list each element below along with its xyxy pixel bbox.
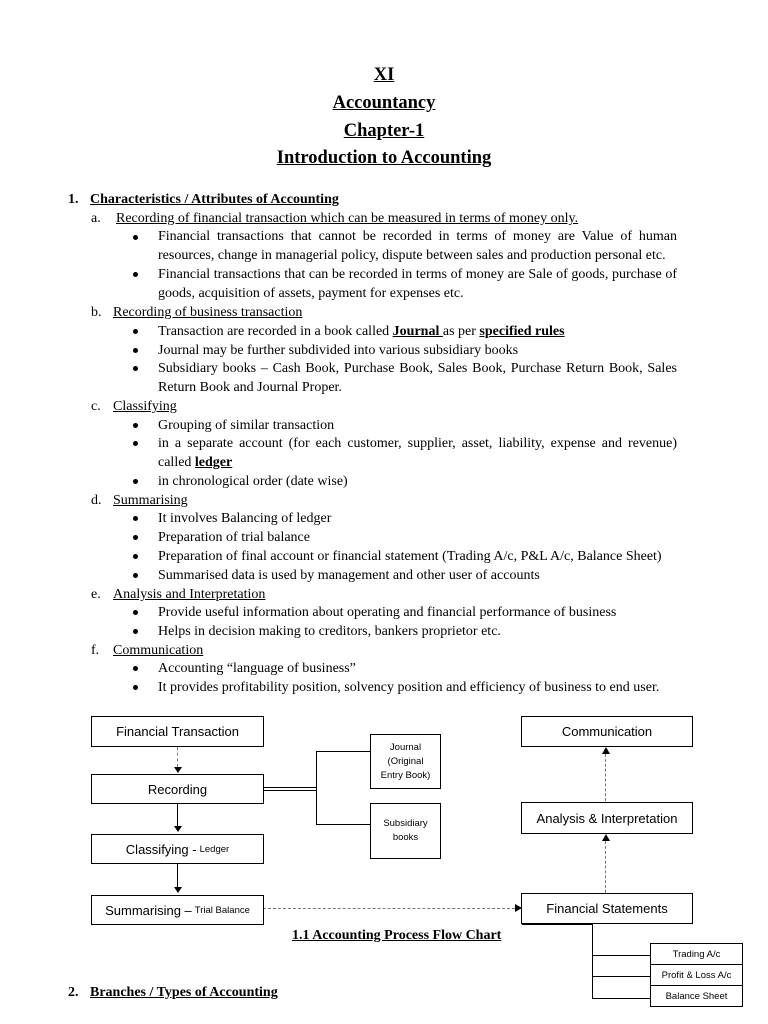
summarising-label: Summarising – <box>105 902 192 918</box>
connector-line <box>263 908 515 909</box>
summarising-sublabel: Trial Balance <box>194 904 250 916</box>
section-2-title: Branches / Types of Accounting <box>90 985 278 1000</box>
item-f-letter: f. <box>91 643 100 658</box>
item-c-bullet-2 <box>158 435 677 472</box>
financial-statements-box <box>521 893 693 924</box>
financial-statements-label: Financial Statements <box>546 901 668 916</box>
subsidiary-line-2: books <box>392 832 419 843</box>
bullet-dot <box>133 366 138 371</box>
bullet-dot <box>133 423 138 428</box>
journal-box <box>370 734 441 789</box>
connector-line <box>592 924 593 998</box>
connector-line <box>177 747 178 767</box>
balance-sheet-label: Balance Sheet <box>665 990 728 1002</box>
bullet-dot <box>133 235 138 240</box>
item-c-bullet-1: Grouping of similar transaction <box>158 418 335 433</box>
chapter-title: Introduction to Accounting <box>276 148 492 168</box>
connector-line <box>592 998 650 999</box>
item-b-bullet-1 <box>158 323 565 341</box>
bullet-dot <box>133 573 138 578</box>
profit-loss-label: Profit & Loss A/c <box>661 969 732 981</box>
connector-line <box>263 787 316 788</box>
profit-loss-box <box>650 964 743 986</box>
bullet-dot <box>133 610 138 615</box>
connector-line <box>592 976 650 977</box>
item-c-heading: Classifying <box>113 399 177 414</box>
item-d-bullet-2: Preparation of trial balance <box>158 530 310 545</box>
summarising-box <box>91 895 264 925</box>
item-b-letter: b. <box>91 305 102 320</box>
communication-label: Communication <box>561 724 653 739</box>
journal-term: Journal <box>392 324 443 339</box>
connector-line <box>177 804 178 826</box>
item-f-heading: Communication <box>113 643 204 658</box>
connector-line <box>592 955 650 956</box>
classifying-label: Classifying - <box>125 841 197 857</box>
trading-account-box <box>650 943 743 965</box>
ledger-term: ledger <box>194 454 233 470</box>
subject-title: Accountancy <box>332 93 436 113</box>
arrow-head <box>174 887 182 893</box>
bullet-dot <box>133 629 138 634</box>
arrow-head <box>174 767 182 773</box>
item-e-heading: Analysis and Interpretation <box>113 587 266 602</box>
bullet-dot <box>133 554 138 559</box>
connector-line <box>605 841 606 893</box>
connector-line <box>177 864 178 887</box>
specified-rules-term: specified rules <box>479 324 565 339</box>
item-b-heading: Recording of business transaction <box>113 305 303 320</box>
bullet-dot <box>133 348 138 353</box>
item-b-bullet-3: Subsidiary books – Cash Book, Purchase Book, Sales Book, Purchase Return Book, Sales Return Book and Journal Proper. <box>158 361 677 395</box>
item-a-letter: a. <box>91 211 101 226</box>
balance-sheet-box <box>650 985 743 1007</box>
item-b-bullet-2: Journal may be further subdivided into various subsidiary books <box>158 343 519 358</box>
bullet-dot <box>133 685 138 690</box>
section-1-title: Characteristics / Attributes of Accounting <box>90 192 339 207</box>
item-c-bullet-3: in chronological order (date wise) <box>158 474 348 489</box>
bullet-dot <box>133 535 138 540</box>
bullet-dot <box>133 516 138 521</box>
connector-line <box>263 790 316 791</box>
recording-label: Recording <box>147 781 208 797</box>
analysis-box <box>521 802 693 834</box>
financial-transaction-box <box>91 716 264 747</box>
subsidiary-line-1: Subsidiary <box>383 818 428 829</box>
arrow-head <box>602 747 610 754</box>
analysis-label: Analysis & Interpretation <box>536 810 678 826</box>
item-d-bullet-4: Summarised data is used by management and other user of accounts <box>158 568 540 583</box>
item-a-bullet-2: Financial transactions that can be recorded in terms of money are Sale of goods, purchase of goods, acquisition of assets, payment for expenses etc. <box>158 267 677 301</box>
connector-line <box>316 824 370 825</box>
item-d-bullet-1: It involves Balancing of ledger <box>158 511 332 526</box>
classifying-box <box>91 834 264 864</box>
connector-line <box>316 751 370 752</box>
flowchart-caption: 1.1 Accounting Process Flow Chart <box>292 928 502 943</box>
item-d-bullet-3: Preparation of final account or financial statement (Trading A/c, P&L A/c, Balance Sheet) <box>158 549 662 564</box>
subsidiary-books-box <box>370 803 441 859</box>
bullet-dot <box>133 272 138 277</box>
item-b-bullet-1-text: Transaction are recorded in a book called <box>158 324 393 339</box>
bullet-dot <box>133 479 138 484</box>
arrow-head <box>602 834 610 841</box>
communication-box <box>521 716 693 747</box>
section-1-number: 1. <box>68 192 79 207</box>
class-label: XI <box>373 65 395 85</box>
classifying-sublabel: Ledger <box>199 843 230 855</box>
journal-line-2: (Original <box>387 755 424 767</box>
bullet-dot <box>133 441 138 446</box>
connector-line <box>605 754 606 801</box>
financial-transaction-label: Financial Transaction <box>116 724 239 739</box>
connector-line <box>316 751 317 824</box>
recording-box <box>91 774 264 804</box>
bullet-dot <box>133 666 138 671</box>
item-a-heading: Recording of financial transaction which can be measured in terms of money only. <box>116 211 579 226</box>
item-c-bullet-2-text: in a separate account (for each customer, supplier, asset, liability, expense and revenue) called <box>158 436 677 470</box>
item-b-bullet-1-mid: as per <box>442 324 480 339</box>
item-d-heading: Summarising <box>113 493 188 508</box>
journal-line-3: Entry Book) <box>380 769 431 781</box>
journal-line-1: Journal <box>389 741 422 753</box>
item-a-bullet-1: Financial transactions that cannot be recorded in terms of money are Value of human resources, change in managerial policy, dispute between sales and production personal etc. <box>158 229 677 263</box>
item-e-letter: e. <box>91 587 101 602</box>
section-2-number: 2. <box>68 985 79 1000</box>
trading-account-label: Trading A/c <box>672 948 721 960</box>
item-f-bullet-2: It provides profitability position, solvency position and efficiency of business to end user. <box>158 680 660 695</box>
chapter-label: Chapter-1 <box>343 121 425 141</box>
item-e-bullet-2: Helps in decision making to creditors, bankers proprietor etc. <box>158 624 501 639</box>
bullet-dot <box>133 329 138 334</box>
item-e-bullet-1: Provide useful information about operating and financial performance of business <box>158 605 617 620</box>
item-d-letter: d. <box>91 493 102 508</box>
item-f-bullet-1: Accounting “language of business” <box>158 661 356 676</box>
arrow-head <box>174 826 182 832</box>
item-c-letter: c. <box>91 399 101 414</box>
connector-line <box>522 924 592 925</box>
